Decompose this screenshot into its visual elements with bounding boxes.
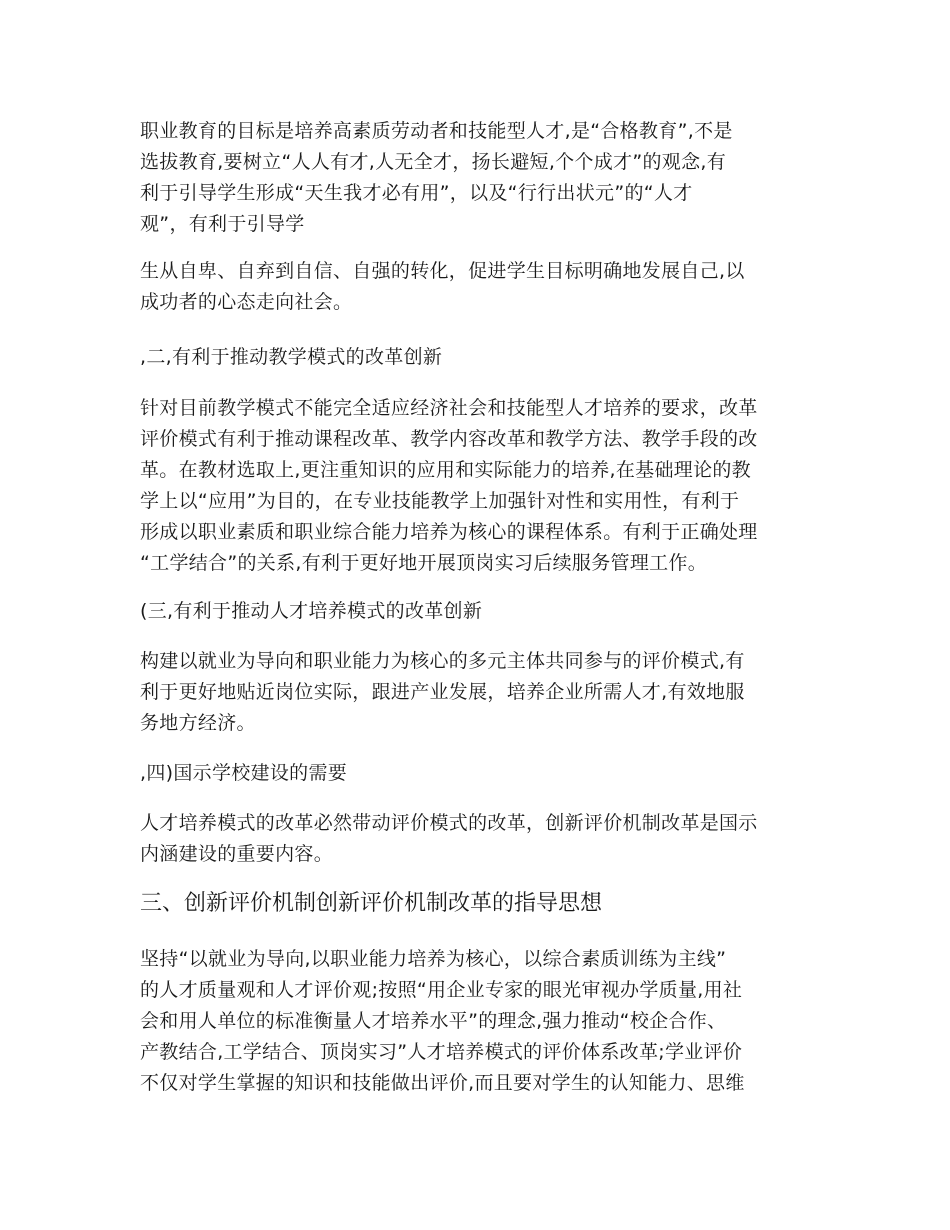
chapter-heading-guiding-ideology: 三、创新评价机制创新评价机制改革的指导思想 xyxy=(140,891,603,916)
section-heading-teaching-model: ,二,有利于推动教学模式的改革创新 xyxy=(140,346,443,368)
paragraph-guiding-ideology: 坚持“以就业为导向,以职业能力培养为核心，以综合素质训练为主线” 的人才质量观和人才评价观;按照“用企业专家的眼光审视办学质量,用社 会和用人单位的标准衡量人才培养水平”的理念,强力推动“校企合作、 产教结合,工学结合、顶岗实习”人才培养模式的评价体系改革;学业评价 不仅对学生掌握的知识和技能做出评价,而且要对学生的认知能力、思维 xyxy=(140,948,745,1094)
paragraph-reform-content: 人才培养模式的改革必然带动评价模式的改革，创新评价机制改革是国示 内涵建设的重要内容。 xyxy=(140,812,758,865)
section-heading-school-construction: ,四)国示学校建设的需要 xyxy=(140,762,348,784)
section-heading-talent-model: (三,有利于推动人才培养模式的改革创新 xyxy=(140,600,483,622)
paragraph-evaluation-model: 构建以就业为导向和职业能力为核心的多元主体共同参与的评价模式,有 利于更好地贴近岗位实际，跟进产业发展，培养企业所需人才,有效地服 务地方经济。 xyxy=(140,650,745,734)
paragraph-self-confidence: 生从自卑、自弃到自信、自强的转化，促进学生目标明确地发展自己,以 成功者的心态走向社会。 xyxy=(140,260,745,313)
paragraph-career-education-goal: 职业教育的目标是培养高素质劳动者和技能型人才,是“合格教育”,不是 选拔教育,要树立“人人有才,人无全才，扬长避短,个个成才”的观念,有 利于引导学生形成“天生我才必有用”，以及“行行出状元”的“人才 观”，有利于引导学 xyxy=(140,120,733,235)
paragraph-teaching-model-reform: 针对目前教学模式不能完全适应经济社会和技能型人才培养的要求，改革 评价模式有利于推动课程改革、教学内容改革和教学方法、教学手段的改 革。在教材选取上,更注重知识的应用和实际能力的培养,在基础理论的教 学上以“应用”为目的，在专业技能教学上加强针对性和实用性，有利于 形成以职业素质和职业综合能力培养为核心的课程体系。有利于正确处理 “工学结合”的关系,有利于更好地开展顶岗实习后续服务管理工作。 xyxy=(140,397,758,574)
